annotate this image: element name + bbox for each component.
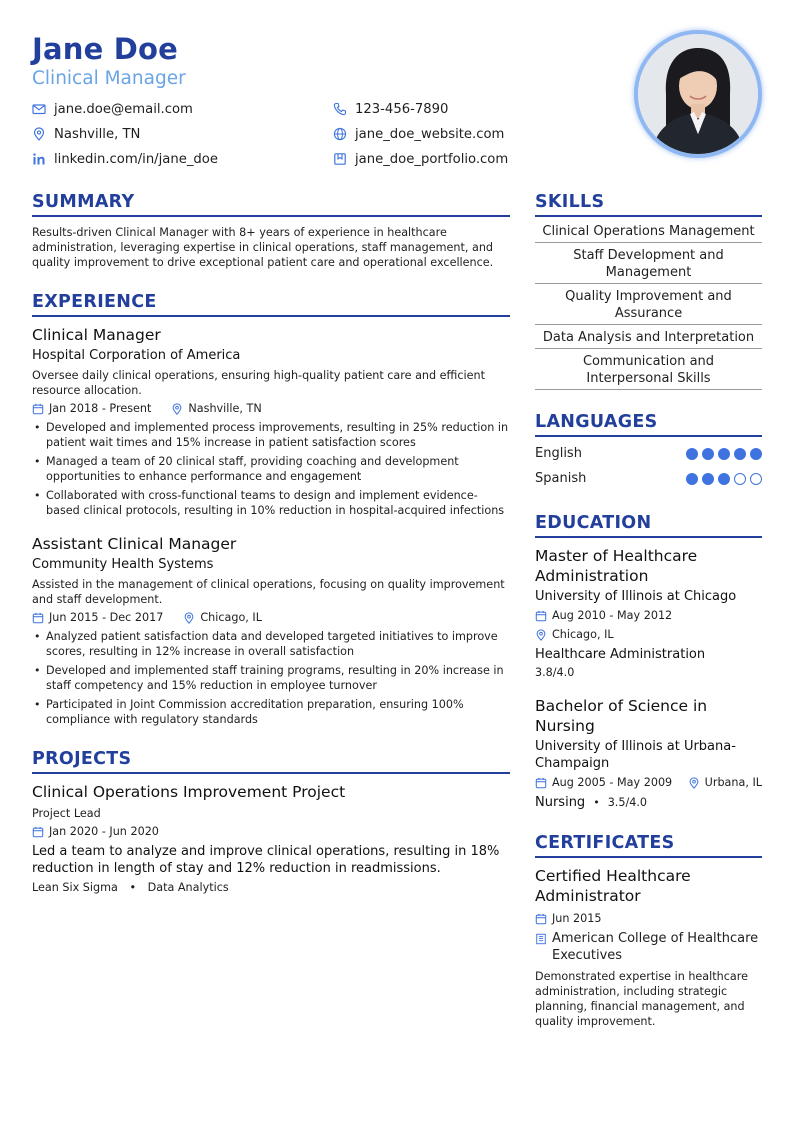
- education-location-row: [535, 627, 762, 642]
- contact-website[interactable]: [333, 125, 504, 143]
- job-meta: [32, 401, 510, 416]
- education-field: Healthcare Administration: [535, 647, 706, 662]
- job-title: Assistant Clinical Manager: [32, 535, 237, 553]
- right-column: [535, 190, 762, 1029]
- linkedin-icon: [32, 152, 46, 166]
- projects-heading: PROJECTS: [32, 747, 510, 774]
- email-text: jane.doe@email.com: [54, 101, 193, 117]
- job-company: Hospital Corporation of America: [32, 348, 241, 363]
- job-bullet: • Developed and implemented staff training programs, resulting in 20% increase in staff competency and 15% reduction in employee turnover: [32, 663, 510, 693]
- resume-header: [32, 30, 762, 170]
- proficiency-dot-filled: [734, 448, 746, 460]
- education-entry: [535, 546, 762, 680]
- job-bullets: [32, 629, 510, 727]
- certificate-issuer-row: [535, 930, 762, 964]
- contact-portfolio[interactable]: [333, 150, 508, 168]
- education-location: Chicago, IL: [552, 628, 614, 641]
- project-description: Led a team to analyze and improve clinical operations, resulting in 18% reduction in length of stay and 12% reduction in readmissions.: [32, 844, 500, 876]
- certificate-title: Certified Healthcare Administrator: [535, 867, 691, 905]
- calendar-icon: [535, 913, 547, 925]
- proficiency-dot-filled: [702, 473, 714, 485]
- proficiency-dot-filled: [718, 448, 730, 460]
- job-entry: [32, 325, 510, 518]
- language-level: [686, 473, 762, 485]
- job-bullet: • Participated in Joint Commission accreditation preparation, ensuring 100% compliance with regulatory standards: [32, 697, 510, 727]
- portfolio-icon: [333, 152, 347, 166]
- location-text: Nashville, TN: [54, 126, 141, 142]
- education-field-row: Nursing • 3.5/4.0: [535, 795, 648, 810]
- proficiency-dot-filled: [686, 448, 698, 460]
- job-title: Clinical Manager: [32, 326, 161, 344]
- calendar-icon: [535, 610, 547, 622]
- education-gpa: 3.5/4.0: [607, 796, 648, 809]
- language-row: [535, 466, 762, 491]
- education-gpa: 3.8/4.0: [535, 666, 575, 679]
- candidate-name: Jane Doe: [32, 32, 179, 66]
- education-dates: Aug 2005 - May 2009: [552, 776, 673, 789]
- location-pin-icon: [32, 127, 46, 141]
- education-dates-row: [535, 608, 762, 623]
- left-column: [32, 190, 510, 895]
- education-heading: EDUCATION: [535, 511, 762, 538]
- contact-email[interactable]: [32, 100, 193, 118]
- calendar-icon: [32, 826, 44, 838]
- project-tags: Lean Six Sigma • Data Analytics: [32, 881, 229, 894]
- skills-heading: SKILLS: [535, 190, 762, 217]
- calendar-icon: [32, 403, 44, 415]
- candidate-title: Clinical Manager: [32, 68, 186, 89]
- job-dates: Jun 2015 - Dec 2017: [49, 611, 164, 624]
- job-bullet: • Developed and implemented process improvements, resulting in 25% reduction in patient wait times and 15% increase in patient satisfaction scores: [32, 420, 510, 450]
- skill-item: Quality Improvement and Assurance: [535, 284, 762, 325]
- calendar-icon: [535, 777, 547, 789]
- project-dates: Jan 2020 - Jun 2020: [49, 825, 159, 838]
- job-bullet: • Analyzed patient satisfaction data and developed targeted initiatives to improve scores, resulting in 12% increase in overall satisfaction: [32, 629, 510, 659]
- location-pin-icon: [171, 403, 183, 415]
- education-degree: Master of Healthcare Administration: [535, 547, 698, 585]
- contact-linkedin[interactable]: [32, 150, 218, 168]
- project-title: Clinical Operations Improvement Project: [32, 783, 346, 801]
- phone-text: 123-456-7890: [355, 101, 449, 117]
- summary-section: [32, 190, 510, 270]
- skill-item: Communication and Interpersonal Skills: [535, 349, 762, 390]
- skills-section: [535, 190, 762, 390]
- certificate-date-row: [535, 911, 762, 926]
- education-section: [535, 511, 762, 811]
- project-meta: [32, 824, 510, 839]
- certificates-heading: CERTIFICATES: [535, 831, 762, 858]
- location-pin-icon: [688, 777, 700, 789]
- portfolio-text: jane_doe_portfolio.com: [355, 151, 509, 167]
- proficiency-dot-filled: [686, 473, 698, 485]
- experience-heading: EXPERIENCE: [32, 290, 510, 317]
- skill-item: Data Analysis and Interpretation: [535, 325, 762, 349]
- location-pin-icon: [535, 629, 547, 641]
- certificates-section: [535, 831, 762, 1029]
- projects-section: [32, 747, 510, 895]
- education-dates: Aug 2010 - May 2012: [552, 609, 673, 622]
- languages-heading: LANGUAGES: [535, 410, 762, 437]
- project-role: Project Lead: [32, 807, 101, 820]
- education-location: Urbana, IL: [704, 776, 762, 789]
- job-meta: [32, 610, 510, 625]
- contact-phone[interactable]: [333, 100, 448, 118]
- language-name: Spanish: [535, 471, 587, 486]
- education-entry: [535, 696, 762, 811]
- skill-item: Clinical Operations Management: [535, 219, 762, 243]
- linkedin-text: linkedin.com/in/jane_doe: [54, 151, 218, 167]
- certificate-issuer: American College of Healthcare Executives: [552, 931, 759, 963]
- job-description: Oversee daily clinical operations, ensuring high-quality patient care and efficient resource allocation.: [32, 369, 485, 397]
- education-meta-row: [535, 775, 762, 790]
- job-location: Chicago, IL: [200, 611, 262, 624]
- languages-section: [535, 410, 762, 491]
- profile-photo: [634, 30, 762, 158]
- proficiency-dot-filled: [702, 448, 714, 460]
- skill-item: Staff Development and Management: [535, 243, 762, 284]
- mail-icon: [32, 102, 46, 116]
- phone-icon: [333, 102, 347, 116]
- education-school: University of Illinois at Urbana-Champaign: [535, 739, 736, 771]
- job-bullet: • Collaborated with cross-functional teams to design and implement evidence-based clinical protocols, resulting in 10% reduction in hospital-acquired infections: [32, 488, 510, 518]
- job-bullets: [32, 420, 510, 518]
- education-field: Nursing: [535, 795, 586, 810]
- certificate-description: Demonstrated expertise in healthcare administration, including strategic planning, financial management, and quality improvement.: [535, 970, 748, 1028]
- job-location: Nashville, TN: [188, 402, 262, 415]
- summary-heading: SUMMARY: [32, 190, 510, 217]
- proficiency-dot-empty: [750, 473, 762, 485]
- summary-text: Results-driven Clinical Manager with 8+ years of experience in healthcare administration, leveraging expertise in clinical operations, staff management, and quality improvement to drive exceptional patient care and operational excellence.: [32, 226, 494, 269]
- proficiency-dot-filled: [750, 448, 762, 460]
- experience-section: [32, 290, 510, 727]
- calendar-icon: [32, 612, 44, 624]
- location-pin-icon: [183, 612, 195, 624]
- education-school: University of Illinois at Chicago: [535, 589, 737, 604]
- avatar-illustration: [638, 34, 758, 154]
- job-entry: [32, 534, 510, 727]
- language-name: English: [535, 446, 582, 461]
- job-bullet: • Managed a team of 20 clinical staff, providing coaching and development opportunities to enhance performance and engagement: [32, 454, 510, 484]
- project-tag: Data Analytics: [147, 881, 229, 894]
- education-degree: Bachelor of Science in Nursing: [535, 697, 708, 735]
- proficiency-dot-filled: [718, 473, 730, 485]
- proficiency-dot-empty: [734, 473, 746, 485]
- job-company: Community Health Systems: [32, 557, 214, 572]
- language-level: [686, 448, 762, 460]
- job-dates: Jan 2018 - Present: [49, 402, 152, 415]
- language-row: [535, 441, 762, 466]
- website-text: jane_doe_website.com: [355, 126, 505, 142]
- job-description: Assisted in the management of clinical operations, focusing on quality improvement and staff development.: [32, 578, 505, 606]
- globe-icon: [333, 127, 347, 141]
- building-icon: [535, 933, 547, 945]
- project-tag: Lean Six Sigma: [32, 881, 118, 894]
- certificate-date: Jun 2015: [552, 912, 602, 925]
- contact-location: [32, 125, 140, 143]
